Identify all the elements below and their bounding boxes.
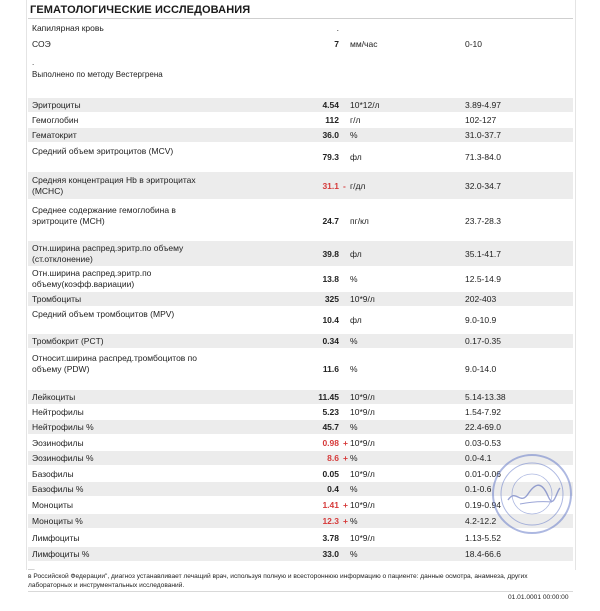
test-reference: 32.0-34.7 xyxy=(465,181,501,191)
test-reference: 71.3-84.0 xyxy=(465,152,501,162)
result-row xyxy=(28,143,573,170)
result-row xyxy=(28,307,573,332)
test-value: 31.1 xyxy=(322,181,339,191)
test-value: 325 xyxy=(324,294,339,304)
test-name: Отн.ширина распред.эритр.по объему(коэфф.вариации) xyxy=(32,268,152,289)
section-title: ГЕМАТОЛОГИЧЕСКИЕ ИССЛЕДОВАНИЯ xyxy=(30,4,251,16)
test-name: Лейкоциты xyxy=(32,392,76,402)
test-value: 0.05 xyxy=(322,469,339,479)
result-row xyxy=(28,172,573,199)
test-unit: % xyxy=(350,274,358,284)
test-name: Средний объем тромбоцитов (MPV) xyxy=(32,309,175,319)
test-reference: 0.03-0.53 xyxy=(465,438,501,448)
dot-note: . xyxy=(32,58,35,67)
test-reference: 23.7-28.3 xyxy=(465,216,501,226)
test-reference: 202-403 xyxy=(465,294,497,304)
test-name: Средняя концентрация Hb в эритроцитах (MCHC) xyxy=(32,175,196,196)
row-capillary-blood xyxy=(28,22,573,36)
test-value: 13.8 xyxy=(322,274,339,284)
test-name: Средний объем эритроцитов (MCV) xyxy=(32,146,174,156)
test-name: Тромбокрит (PCT) xyxy=(32,336,104,346)
test-value: 4.54 xyxy=(322,100,339,110)
test-unit: 10*9/л xyxy=(350,438,375,448)
result-row xyxy=(28,436,573,450)
test-value: 10.4 xyxy=(322,315,339,325)
test-reference: 1.54-7.92 xyxy=(465,407,501,417)
test-name: Эритроциты xyxy=(32,100,81,110)
test-reference: 4.2-12.2 xyxy=(465,516,497,526)
test-unit: % xyxy=(350,130,358,140)
test-reference: 12.5-14.9 xyxy=(465,274,501,284)
test-unit: % xyxy=(350,336,358,346)
test-reference: 9.0-10.9 xyxy=(465,315,497,325)
test-name: Моноциты % xyxy=(32,516,83,526)
result-row xyxy=(28,128,573,142)
footer-divider xyxy=(28,591,573,592)
test-value: 112 xyxy=(325,115,339,125)
test-value: 7 xyxy=(334,39,339,49)
test-reference: 0.1-0.6 xyxy=(465,484,492,494)
result-row xyxy=(28,390,573,404)
test-unit: % xyxy=(350,549,358,559)
test-value: 36.0 xyxy=(322,130,339,140)
result-row xyxy=(28,334,573,348)
footer-date: 01.01.0001 00:00:00 xyxy=(508,594,569,601)
test-unit: 10*9/л xyxy=(350,469,375,479)
test-name: Лимфоциты xyxy=(32,533,80,543)
test-name: Капилярная кровь xyxy=(32,23,104,33)
test-name: Отн.ширина распред.эритр.по объему (ст.отклонение) xyxy=(32,243,184,264)
test-value: 0.34 xyxy=(322,336,339,346)
test-unit: фл xyxy=(350,249,362,259)
test-name: Эозинофилы % xyxy=(32,453,94,463)
test-name: Лимфоциты % xyxy=(32,549,90,559)
test-value: 0.4 xyxy=(327,484,339,494)
result-row xyxy=(28,266,573,291)
test-reference: 0.19-0.94 xyxy=(465,500,501,510)
test-name: Базофилы % xyxy=(32,484,84,494)
test-value: 0.98 xyxy=(322,438,339,448)
test-value: 11.45 xyxy=(318,392,339,402)
abnormal-flag: + xyxy=(343,453,348,463)
test-unit: % xyxy=(350,516,358,526)
test-value: . xyxy=(336,23,339,33)
test-reference: 31.0-37.7 xyxy=(465,130,501,140)
test-reference: 102-127 xyxy=(465,115,497,125)
result-row xyxy=(28,349,573,388)
abnormal-flag: + xyxy=(343,500,348,510)
abnormal-flag: + xyxy=(343,516,348,526)
test-reference: 0.17-0.35 xyxy=(465,336,501,346)
test-value: 11.6 xyxy=(322,364,339,374)
test-name: Нейтрофилы xyxy=(32,407,84,417)
test-unit: г/дл xyxy=(350,181,366,191)
test-unit: % xyxy=(350,484,358,494)
test-name: Гематокрит xyxy=(32,130,77,140)
test-name: Тромбоциты xyxy=(32,294,82,304)
test-value: 8.6 xyxy=(327,453,339,463)
result-row xyxy=(28,113,573,127)
test-reference: 35.1-41.7 xyxy=(465,249,501,259)
test-unit: 10*9/л xyxy=(350,392,375,402)
test-unit: % xyxy=(350,453,358,463)
test-name: Эозинофилы xyxy=(32,438,84,448)
test-unit: г/л xyxy=(350,115,361,125)
test-name: Гемоглобин xyxy=(32,115,79,125)
test-value: 5.23 xyxy=(322,407,339,417)
test-reference: 0.0-4.1 xyxy=(465,453,492,463)
row-esr xyxy=(28,37,573,51)
test-unit: 10*9/л xyxy=(350,294,375,304)
test-unit: % xyxy=(350,422,358,432)
footer-disclaimer: в Российской Федерации", диагноз устанавливает лечащий врач, используя полную и всестороннюю информацию о пациенте: данные осмотра, анамнеза, других лабораторных и инструментальных исследований. xyxy=(28,573,528,589)
test-value: 3.78 xyxy=(322,533,339,543)
test-reference: 1.13-5.52 xyxy=(465,533,501,543)
test-unit: фл xyxy=(350,152,362,162)
result-row xyxy=(28,292,573,306)
result-row xyxy=(28,241,573,266)
test-name: Относит.ширина распред.тромбоцитов по объему (PDW) xyxy=(32,353,197,374)
title-divider xyxy=(28,18,573,19)
test-name: Среднее содержание гемоглобина в эритроците (MCH) xyxy=(32,205,176,226)
seal-stamp-icon xyxy=(490,452,574,536)
test-value: 79.3 xyxy=(322,152,339,162)
test-reference: 18.4-66.6 xyxy=(465,549,501,559)
test-reference: 5.14-13.38 xyxy=(465,392,506,402)
result-row xyxy=(28,201,573,240)
test-value: 24.7 xyxy=(322,216,339,226)
abnormal-flag: + xyxy=(343,438,348,448)
test-name: Базофилы xyxy=(32,469,74,479)
test-name: Нейтрофилы % xyxy=(32,422,94,432)
result-row xyxy=(28,405,573,419)
test-value: 33.0 xyxy=(322,549,339,559)
test-unit: 10*9/л xyxy=(350,500,375,510)
test-unit: % xyxy=(350,364,358,374)
test-reference: 9.0-14.0 xyxy=(465,364,497,374)
result-row xyxy=(28,547,573,561)
test-reference: 22.4-69.0 xyxy=(465,422,501,432)
test-reference: 0.01-0.06 xyxy=(465,469,501,479)
test-value: 12.3 xyxy=(322,516,339,526)
test-unit: мм/час xyxy=(350,39,378,49)
test-value: 1.41 xyxy=(322,500,339,510)
test-unit: 10*12/л xyxy=(350,100,380,110)
test-value: 39.8 xyxy=(322,249,339,259)
result-row xyxy=(28,98,573,112)
test-name: СОЭ xyxy=(32,39,51,49)
test-name: Моноциты xyxy=(32,500,73,510)
test-unit: пг/кл xyxy=(350,216,369,226)
test-unit: фл xyxy=(350,315,362,325)
test-unit: 10*9/л xyxy=(350,407,375,417)
abnormal-flag: - xyxy=(343,181,346,191)
test-reference: 3.89-4.97 xyxy=(465,100,501,110)
test-reference: 0-10 xyxy=(465,39,483,49)
test-unit: 10*9/л xyxy=(350,533,375,543)
method-note: Выполнено по методу Вестергрена xyxy=(32,70,163,79)
test-value: 45.7 xyxy=(322,422,339,432)
footer-clipped-text: — xyxy=(28,566,35,571)
result-row xyxy=(28,420,573,434)
